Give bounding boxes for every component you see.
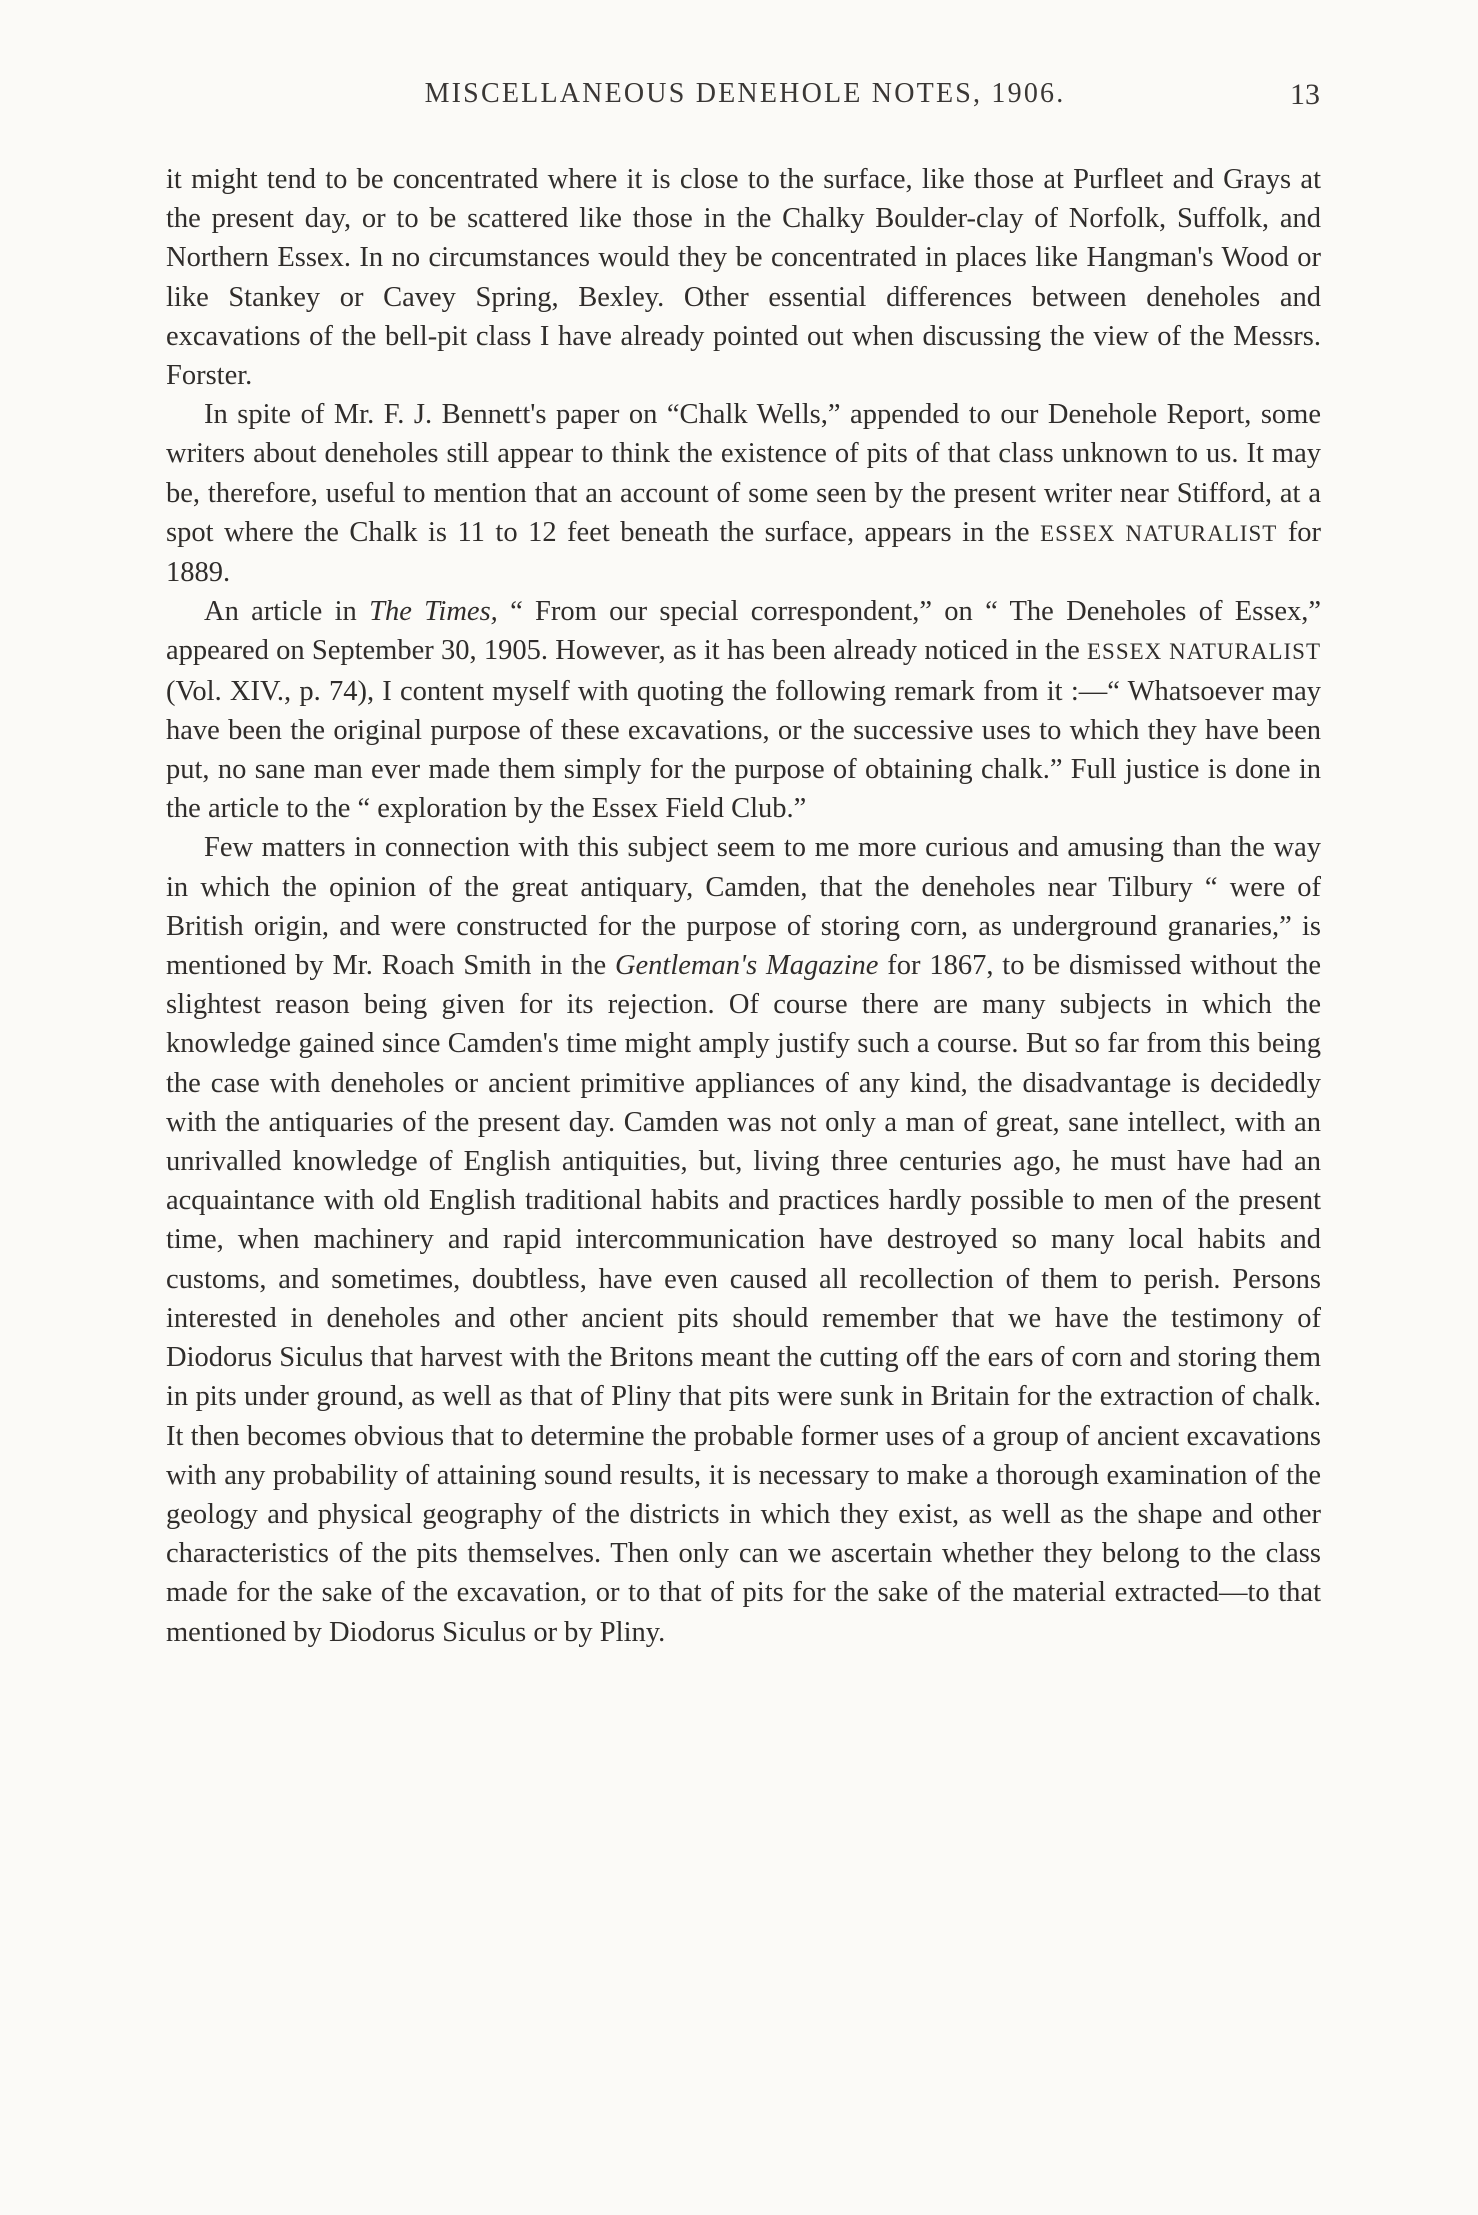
paragraph-2 (166, 395, 1321, 592)
paragraph-1-text: it might tend to be concentrated where it is close to the surface, like those at Purfleet and Grays at the present day, or to be scattered like those in the Chalky Boulder-clay of Norfolk, Suffolk, and Northern Essex. In no circumstances would they be concentrated in places like Hangman's Wood or like Stankey or Cavey Spring, Bexley. Other essential differences between deneholes and excavations of the bell-pit class I have already pointed out when discussing the view of the Messrs. Forster. (166, 164, 1321, 392)
newspaper-title-the-times: The Times, (369, 596, 498, 628)
journal-title-essex-naturalist-2: ESSEX NATURALIST (1087, 639, 1321, 665)
paragraph-2-text-b: for 1889. (166, 516, 1322, 589)
paragraph-3-text-a: An article in (204, 596, 357, 628)
magazine-title-gentlemans-magazine: Gentleman's Magazine (614, 950, 879, 982)
running-head (170, 78, 1320, 118)
body-text (166, 160, 1321, 1652)
paragraph-2-text-a: In spite of Mr. F. J. Bennett's paper on “Chalk Wells,” appended to our Denehole Report, some writers about deneholes still appear to think the existence of pits of that class unknown to us. It may be, therefore, useful to mention that an account of some seen by the present writer near Stifford, at a spot where the Chalk is 11 to 12 feet beneath the surface, appears in the (166, 399, 1321, 548)
paragraph-4-text-b: for 1867, to be dismissed without the slightest reason being given for its rejection. Of course there are many subjects in which the knowledge gained since Camden's time might amply justify such a course. But so far from this being the case with deneholes or ancient primitive appliances of any kind, the disadvantage is decidedly with the antiquaries of the present day. Camden was not only a man of great, sane intellect, with an unrivalled knowledge of English antiquities, but, living three centuries ago, he must have had an acquaintance with old English traditional habits and practices hardly possible to men of the present time, when machinery and rapid intercommunication have destroyed so many local habits and customs, and sometimes, doubtless, have even caused all recollection of them to perish. Persons interested in deneholes and other ancient pits should remember that we have the testimony of Diodorus Siculus that harvest with the Britons meant the cutting off the ears of corn and storing them in pits under ground, as well as that of Pliny that pits were sunk in Britain for the extraction of chalk. It then becomes obvious that to determine the probable former uses of a group of ancient excavations with any probability of attaining sound results, it is necessary to make a thorough examination of the geology and physical geography of the districts in which they exist, as well as the shape and other characteristics of the pits themselves. Then only can we ascertain whether they belong to the class made for the sake of the excavation, or to that of pits for the sake of the material extracted—to that mentioned by Diodorus Siculus or by Pliny. (166, 950, 1322, 1648)
page-number: 13 (1290, 78, 1320, 111)
paragraph-3-text-c: (Vol. XIV., p. 74), I content myself with quoting the following remark from it :—“ Whatsoever may have been the original purpose of these excavations, or the successive uses to which they have been put, no sane man ever made them simply for the purpose of obtaining chalk.” Full justice is done in the article to the “ exploration by the Essex Field Club.” (166, 675, 1321, 825)
paragraph-4 (166, 828, 1321, 1651)
paragraph-4-text-a: Few matters in connection with this subject seem to me more curious and amusing than the way in which the opinion of the great antiquary, Camden, that the deneholes near Tilbury “ were of British origin, and were constructed for the purpose of storing corn, as underground granaries,” is mentioned by Mr. Roach Smith in the (166, 832, 1321, 982)
running-title: MISCELLANEOUS DENEHOLE NOTES, 1906. (424, 78, 1066, 109)
paragraph-1 (166, 160, 1321, 395)
paragraph-3-text-b: “ From our special correspondent,” on “ The Deneholes of Essex,” appeared on September 30, 1905. However, as it has been already noticed in the (166, 596, 1321, 667)
paragraph-3 (166, 592, 1321, 828)
journal-title-essex-naturalist: ESSEX NATURALIST (1040, 520, 1278, 546)
